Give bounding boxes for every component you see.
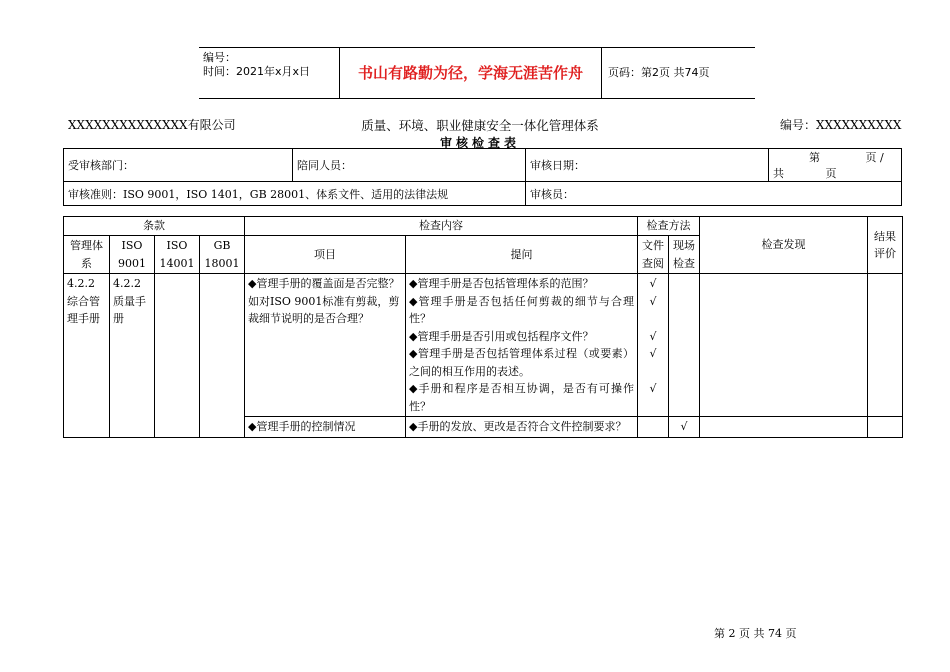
result-cell [868, 417, 903, 438]
iso9001-cell: 4.2.2 质量手册 [110, 274, 155, 438]
page-ye: 页 [825, 167, 837, 180]
question-cell [406, 274, 638, 417]
question-line: ◆管理手册是否包括任何剪裁的细节与合理性？ [409, 294, 634, 325]
mgmt-header: 管理体系 [64, 236, 110, 274]
companion-cell: 陪同人员： [293, 149, 526, 182]
audit-checklist-table [63, 216, 903, 438]
site-check-cell [669, 417, 700, 438]
method-header: 检查方法 [638, 217, 700, 236]
page-di: 第 [809, 151, 820, 164]
doc-review-cell [638, 274, 669, 417]
page-count-cell [769, 149, 902, 182]
iso14001-header: ISO 14001 [155, 236, 200, 274]
question-line: ◆管理手册是否包括管理体系的范围？ [409, 277, 594, 290]
question-line: ◆管理手册是否包括管理体系过程（或要素）之间的相互作用的表述。 [409, 347, 634, 378]
check-mark: √ [680, 420, 688, 433]
gb18001-cell [200, 274, 245, 438]
iso14001-cell [155, 274, 200, 438]
table-row [64, 274, 903, 417]
system-title: 质量、环境、职业健康安全一体化管理体系 [361, 118, 599, 133]
motto: 书山有路勤为径，学海无涯苦作舟 [340, 48, 602, 98]
dept-cell: 受审核部门： [64, 149, 293, 182]
doc-code: 编号：XXXXXXXXXX [780, 118, 902, 132]
result-cell [868, 274, 903, 417]
findings-cell [700, 417, 868, 438]
site-check-header: 现场检查 [669, 236, 700, 274]
gb18001-header: GB 18001 [200, 236, 245, 274]
header-block [199, 47, 755, 99]
question-line: ◆手册和程序是否相互协调，是否有可操作性？ [409, 382, 634, 413]
criteria-cell: 审核准则：ISO 9001，ISO 1401，GB 28001、体系文件、适用的法律法规 [64, 182, 526, 206]
page-footer: 第 2 页 共 74 页 [714, 627, 797, 640]
question-line: ◆管理手册是否引用或包括程序文件？ [409, 329, 594, 343]
findings-header: 检查发现 [700, 217, 868, 274]
findings-cell [700, 274, 868, 417]
info-table [63, 148, 902, 206]
header-left-cell [199, 48, 340, 98]
question-header: 提问 [406, 236, 638, 274]
doc-review-header: 文件查阅 [638, 236, 669, 274]
check-mark: √ [649, 329, 657, 343]
item-cell: ◆管理手册的控制情况 [245, 417, 406, 438]
content-header: 检查内容 [245, 217, 638, 236]
date-label: 时间：2021年x月x日 [203, 65, 311, 78]
table-title: 审核检查表 [439, 136, 520, 150]
site-check-cell [669, 274, 700, 417]
question-line: ◆手册的发放、更改是否符合文件控制要求？ [409, 420, 627, 433]
company-name: XXXXXXXXXXXXXX有限公司 [68, 118, 236, 132]
item-cell: ◆管理手册的覆盖面是否完整？如对ISO 9001标准有剪裁，剪裁细节说明的是否合理？ [245, 274, 406, 417]
question-cell [406, 417, 638, 438]
clause-header: 条款 [64, 217, 245, 236]
result-header: 结果评价 [868, 217, 903, 274]
check-mark: √ [649, 347, 657, 360]
page-label: 页码：第2页 共74页 [608, 66, 710, 79]
audit-date-cell: 审核日期： [526, 149, 769, 182]
iso9001-header: ISO 9001 [110, 236, 155, 274]
number-label: 编号： [203, 51, 236, 64]
check-mark: √ [649, 382, 657, 395]
check-mark: √ [649, 294, 657, 308]
doc-review-cell [638, 417, 669, 438]
check-mark: √ [649, 277, 657, 290]
auditor-cell: 审核员： [526, 182, 902, 206]
mgmt-cell: 4.2.2 综合管理手册 [64, 274, 110, 438]
page-ye-gong: 页 / 共 [773, 151, 884, 180]
item-header: 项目 [245, 236, 406, 274]
